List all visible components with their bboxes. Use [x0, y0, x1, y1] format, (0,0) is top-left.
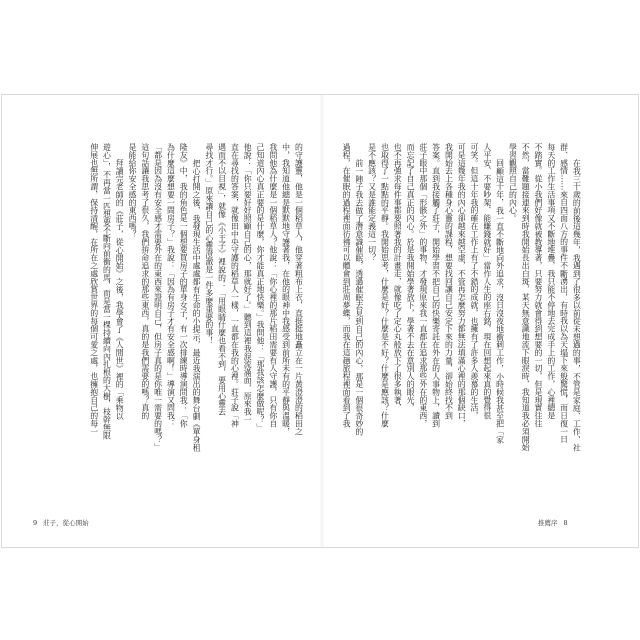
text-column: 隆友》中，我的角色是一個想要買房子的單身女子，有一次排練時導演問我：「你: [179, 143, 189, 428]
left-page-footer: [33, 519, 89, 527]
text-column: 答案。直到我接觸了莊子，開始學習不把自己的快樂寄託在外在的人事物上，讀到: [431, 143, 441, 428]
text-column: 拜讀完老師的《莊子，從心開始》之後，我學會了《人間世》裡的「乘物以: [115, 158, 125, 420]
text-column: 也不再強求每件事都要照著我的計畫走，就像吃了定心丸般放下了很多執著，: [393, 143, 403, 412]
text-column: 不踏實。從小我們好像就被教導著，只要努力就會得到想要的一切，但是現實往往: [533, 143, 543, 428]
text-column: 群、感情……來自四面八方的事件不斷湧出，有時我以為天塌下來般驚慌，而日復一日: [559, 143, 569, 444]
text-column: 前一陣子我去做了潛意識催眠，透過催眠去見到自己的內心，那是一個很奇妙的: [354, 158, 364, 436]
text-column: 這句話讓我思考了很久，我們拚命追求的那些東西，真的是我們需要的嗎？真的: [140, 143, 150, 420]
text-column: 直在尋找的答案，就像田中央守護的稻草人一樣，一直都在我的心裡。莊子說「神: [230, 143, 240, 428]
text-column: 回顧這十年，我一直不斷地向外追求，沒日沒夜地衝刺工作，小時候我甚至把「家: [495, 158, 505, 444]
text-column: 尋找才行。」原來讓自己的心靈澄澈是一件多麼重要的事！: [204, 143, 214, 345]
text-column: 為什麼這麼想要一間房子？」我說：「因為有房子才有安全感啊！」導演又問我：: [166, 143, 176, 428]
text-column: 我開始去上各種身心靈的課程，想要找回讓自己安定下來的力量，卻始終找不到: [444, 143, 454, 420]
text-column: 也取得了一點點的平靜。我開始思考，什麼是好？什麼是不好？什麼是應該？什麼: [380, 143, 390, 428]
footer-book-title: 莊子，從心開始: [43, 519, 89, 527]
text-column: 把心打開之後，我發現生活中處處都有生命的小提示，最近我演出的舞台劇《單身租: [192, 158, 202, 452]
text-column: 他說：「你只要好好照顧自己的心，那就好了。」聽到這裡我淚流滿面，原來我一: [243, 143, 253, 424]
text-column: 不然，當難題接連來到時我開始長出白斑，某天無意識地流下眼淚時，我知道我必須開始: [521, 143, 531, 452]
text-column: 是不應該？又是誰能定義這一切？: [367, 143, 377, 262]
text-column: 可笑。但這十年我的確在工作上有了不錯的成就，也擁有了許多人羨慕的生活，: [470, 143, 479, 420]
footer-page-number: 8: [563, 519, 568, 527]
right-page-text: [339, 143, 582, 455]
text-column: 是能給你安全感的東西嗎？: [128, 143, 138, 238]
text-column: 學習觀照自己的內心。: [508, 143, 518, 222]
text-column: 的守護靈，他是一個稻草人，他穿著粗布上衣，直挺挺地矗立在一片黃澄澄的稻田之: [294, 143, 304, 436]
text-column: 遇而不以目視」，就像《小王子》裡說的：「用眼睛什麼也看不到，要用心靈去: [217, 143, 227, 416]
text-column: 伸展也無所謂，保持清醒，在所在之處欣賞世界的每個可愛之處，也擁抱自己的每一: [89, 143, 99, 436]
right-page-footer: [538, 519, 568, 527]
footer-section-title: 推薦序: [538, 519, 558, 527]
text-column: 可是這幾年我的內心卻越來越空虛，不管再怎麼努力都無法填滿心裡的那個缺口，: [457, 143, 467, 428]
text-column: 每天的工作生活事項又不斷地堆疊，我只能不停地去完成手上的工作，心裡總是: [546, 143, 556, 420]
text-column: 而忘記了自己真正的內心。於是我開始學著放下，學著不去在意別人的眼光，: [406, 143, 416, 412]
text-column: 中，我知道他總是默默地守護著我，在他的眼神中我感受到前所未有的平靜與溫暖，: [281, 143, 291, 436]
text-column: 莊子眼中那個「形骸之外」的事物，才發現原來我一直都在追求那些外在的東西，: [418, 143, 428, 428]
footer-page-number: 9: [33, 519, 38, 527]
text-column: 「都是因為沒有安全感才需要外在的東西來證明自己，但房子真的是你唯一需要的嗎？」: [153, 143, 163, 452]
left-page-text: [87, 143, 305, 455]
text-column: 己知道內心真正要的是什麼，你才能真正地快樂。」我問他：「那我該怎麼做呢？」: [256, 143, 265, 432]
text-column: 我問他為什麼是一個稻草人？他說：「你心裡的那片稻田需要有人守護，只有你自: [268, 143, 278, 428]
text-column: 人平安、不要吵架、能賺錢就好」當作人生的座右銘，現在回想起來真的覺得很: [482, 143, 492, 420]
text-column: 過程，在催眠的過程裡面彷彿可以體會到莊周夢蝶，而我在這趟旅程裡面看到了我: [342, 143, 352, 428]
text-column: 在我三十歲的前後這幾年，我遇到了很多以前從未想過的事，不管是家庭、工作、社: [572, 158, 582, 452]
book-gutter: [320, 95, 324, 547]
text-column: 遊心」，不再當一匹想要不斷向前衝的馬，而是當一棵持續向內扎根的大樹，枝幹無限: [102, 143, 112, 440]
